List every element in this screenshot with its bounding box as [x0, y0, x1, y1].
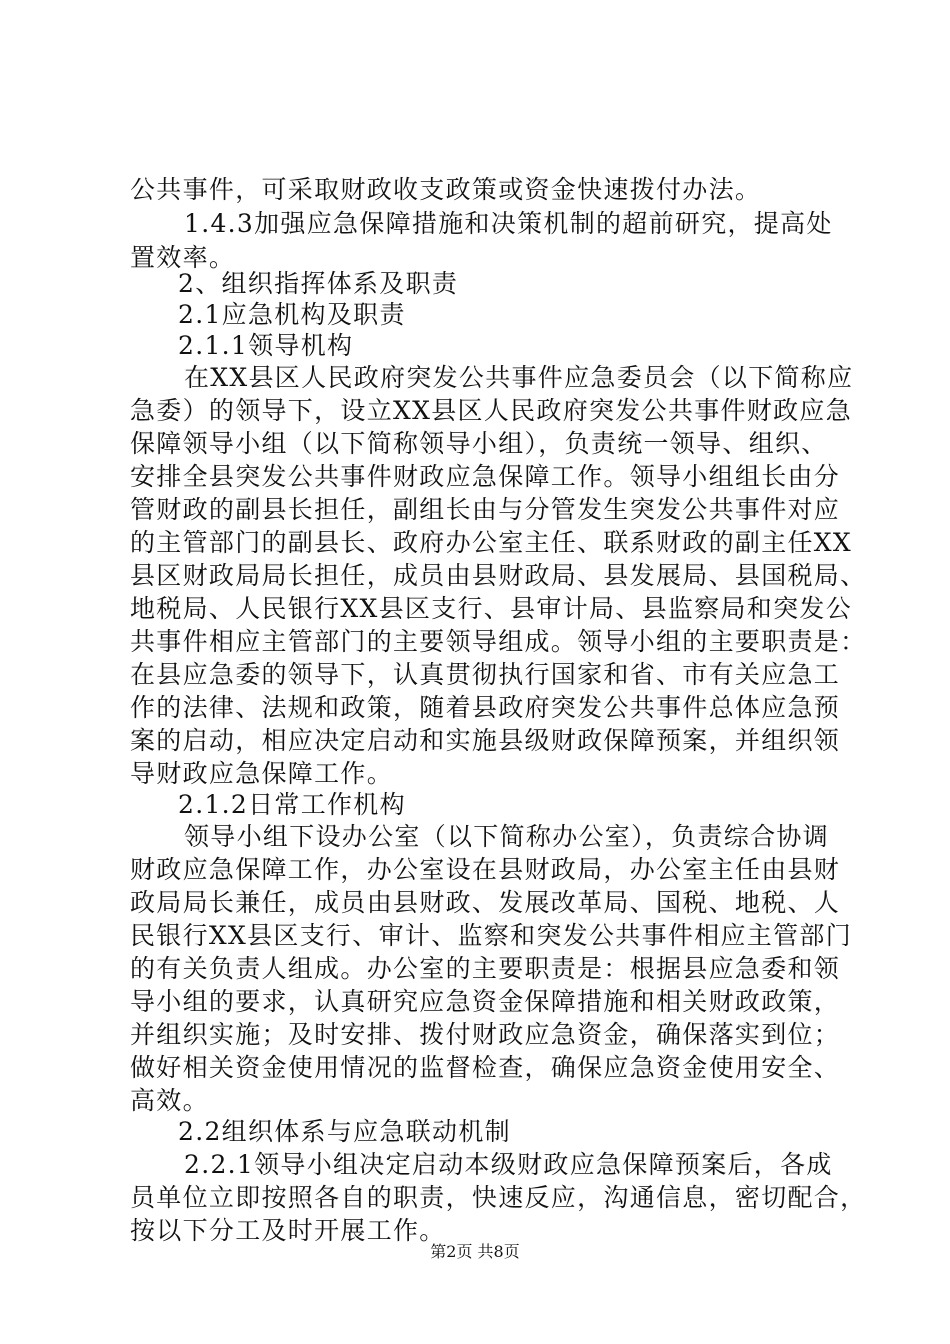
body-text-line: 导财政应急保障工作。 [130, 759, 394, 788]
body-text-line: 共事件相应主管部门的主要领导组成。领导小组的主要职责是： [130, 627, 867, 656]
body-text-line: 地税局、人民银行XX县区支行、县审计局、县监察局和突发公 [130, 594, 852, 623]
body-text-line: 1.4.3加强应急保障措施和决策机制的超前研究，提高处 [184, 209, 833, 238]
section-heading: 2、组织指挥体系及职责 [178, 269, 459, 298]
body-text-line: 做好相关资金使用情况的监督检查，确保应急资金使用安全、 [130, 1053, 841, 1082]
body-text-line: 高效。 [130, 1086, 209, 1115]
subsection-heading: 2.1应急机构及职责 [178, 300, 406, 329]
body-text-line: 民银行XX县区支行、审计、监察和突发公共事件相应主管部门 [130, 921, 852, 950]
body-text-line: 政局局长兼任，成员由县财政、发展改革局、国税、地税、人 [130, 888, 841, 917]
body-text-line: 管财政的副县长担任，副组长由与分管发生突发公共事件对应 [130, 495, 841, 524]
subsection-heading: 2.2组织体系与应急联动机制 [178, 1117, 511, 1146]
body-text-line: 导小组的要求，认真研究应急资金保障措施和相关财政政策， [130, 987, 841, 1016]
body-text-line: 领导小组下设办公室（以下简称办公室），负责综合协调 [184, 822, 830, 851]
body-text-line: 置效率。 [130, 243, 236, 272]
body-text-line: 按以下分工及时开展工作。 [130, 1216, 446, 1245]
subsection-heading: 2.1.2日常工作机构 [178, 790, 406, 819]
body-text-line: 2.2.1领导小组决定启动本级财政应急保障预案后，各成 [184, 1150, 833, 1179]
body-text-line: 案的启动，相应决定启动和实施县级财政保障预案，并组织领 [130, 726, 841, 755]
body-text-line: 员单位立即按照各自的职责，快速反应，沟通信息，密切配合， [130, 1183, 867, 1212]
body-text-line: 在XX县区人民政府突发公共事件应急委员会（以下简称应 [184, 363, 854, 392]
body-text-line: 作的法律、法规和政策，随着县政府突发公共事件总体应急预 [130, 693, 841, 722]
body-text-line: 财政应急保障工作，办公室设在县财政局，办公室主任由县财 [130, 855, 841, 884]
body-text-line: 保障领导小组（以下简称领导小组），负责统一领导、组织、 [130, 429, 828, 458]
page-number-footer: 第2页 共8页 [430, 1242, 520, 1261]
body-text-line: 并组织实施；及时安排、拨付财政应急资金，确保落实到位； [130, 1020, 841, 1049]
body-text-line: 的有关负责人组成。办公室的主要职责是：根据县应急委和领 [130, 954, 841, 983]
body-text-line: 县区财政局局长担任，成员由县财政局、县发展局、县国税局、 [130, 561, 867, 590]
subsection-heading: 2.1.1领导机构 [178, 331, 354, 360]
body-text-line: 的主管部门的副县长、政府办公室主任、联系财政的副主任XX [130, 528, 852, 557]
body-text-line: 安排全县突发公共事件财政应急保障工作。领导小组组长由分 [130, 462, 841, 491]
body-text-line: 公共事件，可采取财政收支政策或资金快速拨付办法。 [130, 175, 762, 204]
body-text-line: 急委）的领导下，设立XX县区人民政府突发公共事件财政应急 [130, 396, 852, 425]
body-text-line: 在县应急委的领导下，认真贯彻执行国家和省、市有关应急工 [130, 660, 841, 689]
